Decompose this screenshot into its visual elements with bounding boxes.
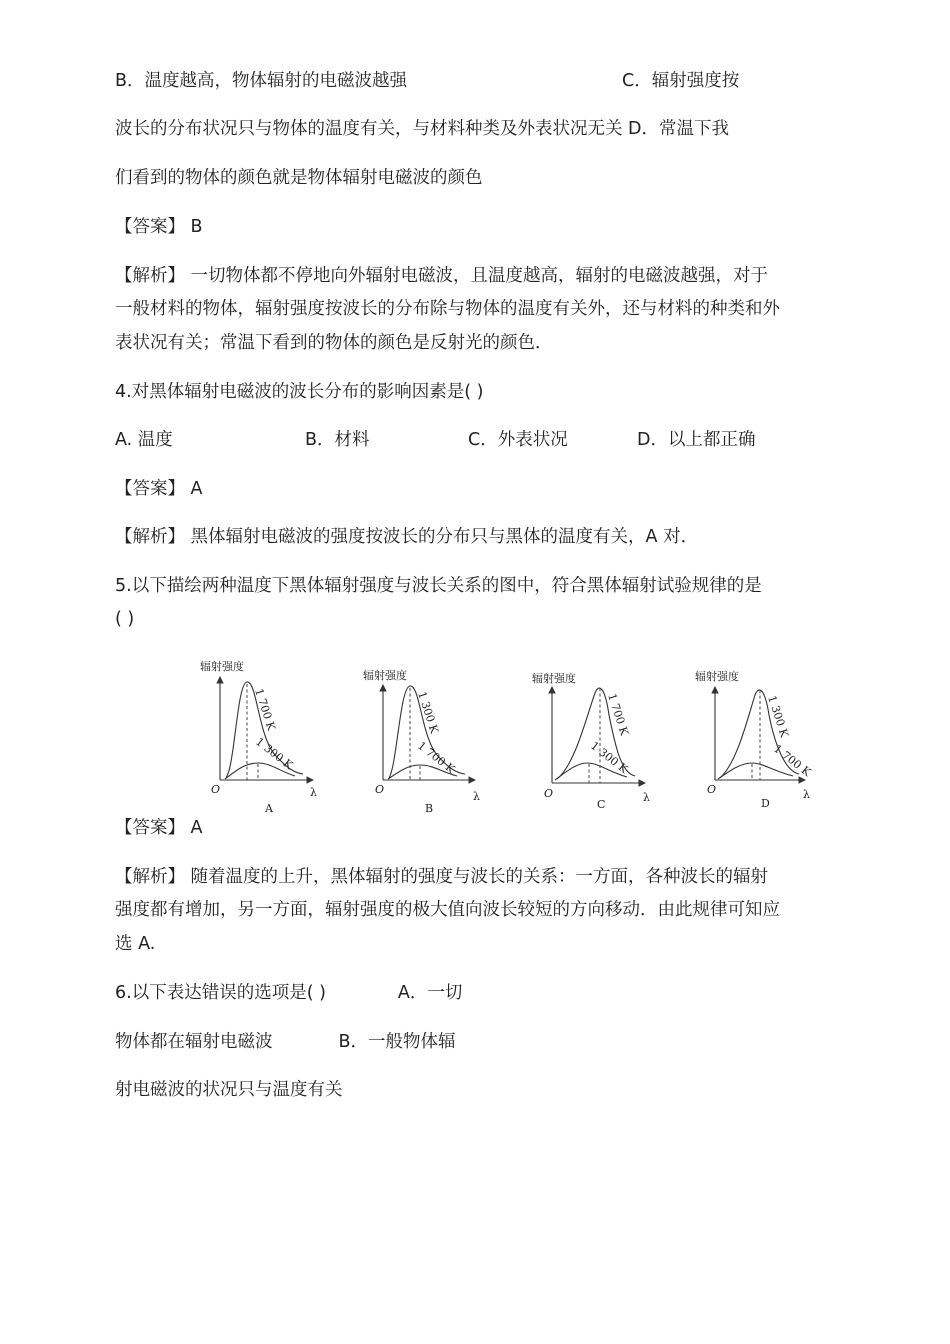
q3-analysis-line-3: 表状况有关；常温下看到的物体的颜色是反射光的颜色．	[115, 333, 553, 353]
panel-b-label-low: 1 700 K	[415, 739, 458, 776]
panel-d-label-low: 1 700 K	[771, 742, 814, 779]
panel-a-ylabel: 辐射强度	[200, 660, 244, 673]
q6-option-a-part2: 物体都在辐射电磁波	[115, 1032, 273, 1052]
q5-answer: 【答案】 A	[115, 818, 203, 838]
panel-d-ylabel: 辐射强度	[695, 670, 739, 683]
q5-analysis-line-3: 选 A.	[115, 934, 156, 954]
panel-c-label-low: 1 300 K	[588, 739, 631, 776]
panel-c-origin: O	[544, 787, 554, 800]
blackbody-radiation-figure	[195, 655, 835, 820]
panel-d-xlabel: λ	[803, 788, 810, 801]
q3-answer: 【答案】 B	[115, 217, 203, 237]
q4-option-d: D．以上都正确	[637, 430, 756, 450]
q4-answer: 【答案】 A	[115, 479, 203, 499]
panel-c-ylabel: 辐射强度	[532, 672, 576, 685]
panel-a-label-high: 1 700 K	[252, 686, 278, 733]
panel-a-label: A	[265, 802, 273, 815]
q4-option-a: A. 温度	[115, 430, 173, 450]
q6-line-2	[115, 1030, 456, 1054]
q4-option-c: C．外表状况	[468, 430, 568, 450]
q3-option-line-3: 们看到的物体的颜色就是物体辐射电磁波的颜色	[115, 168, 483, 188]
panel-b-origin: O	[375, 783, 385, 796]
panel-c-xlabel: λ	[643, 791, 650, 804]
panel-a-label-low: 1 300 K	[253, 735, 296, 772]
panel-c-label: C	[597, 798, 606, 811]
q5-stem-line-1: 5.以下描绘两种温度下黑体辐射强度与波长关系的图中，符合黑体辐射试验规律的是	[115, 576, 762, 596]
q6-option-a-part1: A．一切	[397, 983, 463, 1003]
q6-stem: 6.以下表达错误的选项是( )	[115, 983, 326, 1003]
panel-b-label-high: 1 300 K	[415, 689, 441, 736]
panel-d-origin: O	[707, 783, 717, 796]
q3-option-c: C．辐射强度按	[622, 71, 740, 91]
panel-d-label: D	[761, 797, 770, 810]
q6-option-b-part1: B．一般物体辐	[338, 1032, 456, 1052]
q4-analysis: 【解析】 黑体辐射电磁波的强度按波长的分布只与黑体的温度有关，A 对．	[115, 527, 699, 547]
q3-analysis-line-2: 一般材料的物体，辐射强度按波长的分布除与物体的温度有关外，还与材料的种类和外	[115, 299, 780, 319]
panel-d-label-high: 1 300 K	[765, 693, 791, 740]
q4-stem: 4.对黑体辐射电磁波的波长分布的影响因素是( )	[115, 382, 484, 402]
q6-line-1	[115, 981, 462, 1005]
q6-option-b-part2: 射电磁波的状况只与温度有关	[115, 1080, 343, 1100]
panel-c	[532, 671, 650, 811]
q3-option-b: B．温度越高，物体辐射的电磁波越强	[115, 71, 408, 91]
q5-analysis-line-1: 【解析】 随着温度的上升，黑体辐射的强度与波长的关系：一方面，各种波长的辐射	[115, 867, 769, 887]
q5-stem-line-2: ( )	[115, 609, 135, 629]
q3-option-line-2: 波长的分布状况只与物体的温度有关，与材料种类及外表状况无关 D．常温下我	[115, 119, 730, 139]
q3-option-line-1	[115, 69, 739, 93]
panel-a-origin: O	[211, 783, 221, 796]
q3-analysis-line-1: 【解析】 一切物体都不停地向外辐射电磁波，且温度越高，辐射的电磁波越强，对于	[115, 266, 769, 286]
panel-b-xlabel: λ	[473, 790, 480, 803]
q4-option-b: B．材料	[305, 430, 370, 450]
panel-d	[695, 669, 814, 810]
panel-b-ylabel: 辐射强度	[363, 669, 407, 682]
panel-c-label-high: 1 700 K	[605, 691, 631, 738]
panel-b-label: B	[425, 802, 434, 815]
q5-analysis-line-2: 强度都有增加，另一方面，辐射强度的极大值向波长较短的方向移动．由此规律可知应	[115, 900, 780, 920]
panel-b	[363, 668, 480, 815]
panel-a-xlabel: λ	[310, 786, 317, 799]
panel-a	[200, 659, 317, 815]
